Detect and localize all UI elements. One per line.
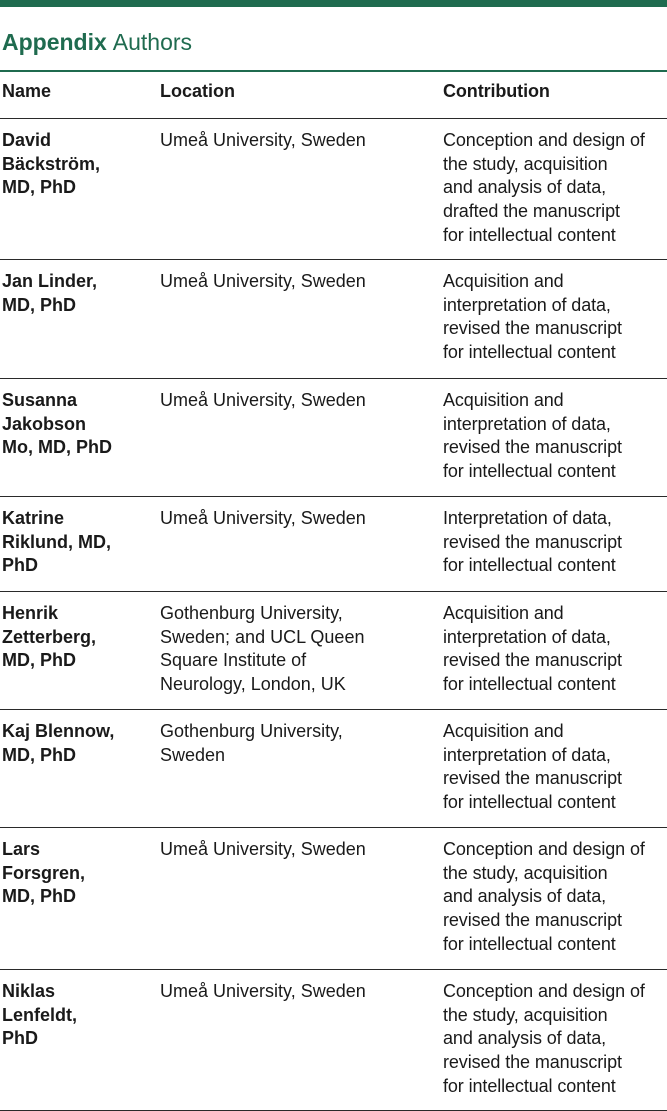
authors-table — [0, 72, 667, 1111]
table-title — [2, 26, 192, 58]
author-location: Umeå University, Sweden — [160, 390, 366, 410]
table-row — [0, 379, 667, 497]
author-location: Umeå University, Sweden — [160, 130, 366, 150]
author-location: Umeå University, Sweden — [160, 271, 366, 291]
author-contribution: Conception and design of the study, acquisition and analysis of data, revised the manuscript for intellectual content — [443, 981, 645, 1096]
author-contribution: Acquisition and interpretation of data, revised the manuscript for intellectual content — [443, 603, 622, 695]
author-name: Lars Forsgren, MD, PhD — [2, 839, 86, 907]
author-name: Katrine Riklund, MD, PhD — [2, 508, 111, 576]
table-row — [0, 828, 667, 970]
author-location: Umeå University, Sweden — [160, 839, 366, 859]
table-header-row — [0, 72, 667, 119]
author-contribution: Acquisition and interpretation of data, revised the manuscript for intellectual content — [443, 271, 622, 363]
author-contribution: Conception and design of the study, acquisition and analysis of data, drafted the manuscript for intellectual content — [443, 130, 645, 245]
author-location: Umeå University, Sweden — [160, 508, 366, 528]
header-name: Name — [2, 81, 52, 101]
author-contribution: Acquisition and interpretation of data, revised the manuscript for intellectual content — [443, 721, 622, 813]
author-name: Kaj Blennow, MD, PhD — [2, 721, 115, 765]
table-row — [0, 592, 667, 710]
header-contribution: Contribution — [443, 81, 550, 101]
author-location: Umeå University, Sweden — [160, 981, 366, 1001]
author-name: Henrik Zetterberg, MD, PhD — [2, 603, 97, 671]
table-row — [0, 260, 667, 379]
author-name: Jan Linder, MD, PhD — [2, 271, 98, 315]
author-name: Niklas Lenfeldt, PhD — [2, 981, 77, 1049]
author-name: Susanna Jakobson Mo, MD, PhD — [2, 390, 112, 458]
author-contribution: Acquisition and interpretation of data, revised the manuscript for intellectual content — [443, 390, 622, 482]
author-contribution: Interpretation of data, revised the manuscript for intellectual content — [443, 508, 622, 576]
header-location: Location — [160, 81, 235, 101]
table-row — [0, 497, 667, 592]
table-row — [0, 970, 667, 1111]
author-contribution: Conception and design of the study, acquisition and analysis of data, revised the manuscript for intellectual content — [443, 839, 645, 954]
table-row — [0, 710, 667, 828]
author-location: Gothenburg University, Sweden; and UCL Queen Square Institute of Neurology, London, UK — [160, 603, 365, 695]
top-accent-bar — [0, 0, 667, 7]
author-name: David Bäckström, MD, PhD — [2, 130, 101, 198]
author-location: Gothenburg University, Sweden — [160, 721, 343, 765]
appendix-label: Appendix — [2, 29, 107, 55]
table-row — [0, 119, 667, 260]
appendix-title: Authors — [112, 29, 193, 55]
